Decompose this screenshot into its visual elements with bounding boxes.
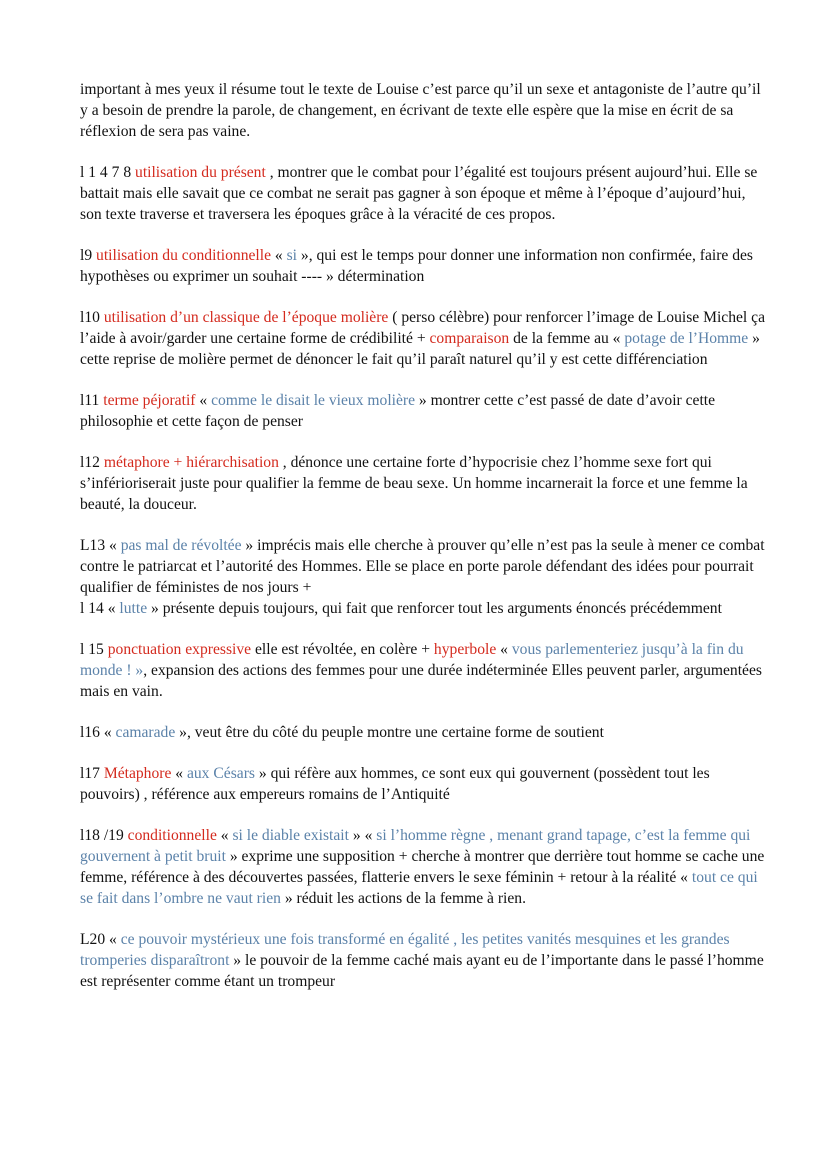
analysis-paragraph — [80, 825, 768, 909]
figure-of-speech-label: conditionnelle — [127, 827, 217, 844]
quoted-excerpt: aux Césars — [186, 765, 255, 782]
commentary-text: » réduit les actions de la femme à rien. — [280, 890, 526, 907]
analysis-paragraph — [80, 307, 768, 370]
commentary-text: L13 « — [80, 537, 121, 554]
quoted-excerpt: vous parlementeriez jusqu’à la fin du monde ! » — [80, 641, 744, 679]
document-body — [80, 79, 768, 992]
quoted-excerpt: si le diable existait — [232, 827, 349, 844]
commentary-text: « — [496, 641, 512, 658]
figure-of-speech-label: ponctuation expressive — [107, 641, 252, 658]
figure-of-speech-label: utilisation d’un classique de l’époque molière — [103, 309, 389, 326]
commentary-text: L20 « — [80, 931, 121, 948]
quoted-excerpt: si l’homme règne , menant grand tapage, c’est la femme qui gouvernent à petit bruit — [80, 827, 751, 865]
commentary-text: , dénonce une certaine forte d’hypocrisie chez l’homme sexe fort qui s’inférioriserait juste pour qualifier la femme de beau sexe. Un homme incarnerait la force et une femme la beauté, la douceur. — [80, 454, 748, 513]
commentary-text: l 1 4 7 8 — [80, 164, 136, 181]
figure-of-speech-label: terme péjoratif — [103, 392, 196, 409]
quoted-excerpt: comme le disait le vieux molière — [211, 392, 416, 409]
commentary-text: l9 — [80, 247, 97, 264]
figure-of-speech-label: métaphore + hiérarchisation — [103, 454, 279, 471]
commentary-text: ( perso célèbre) pour renforcer l’image de Louise Michel ça l’aide à avoir/garder une certaine forme de crédibilité + — [80, 309, 766, 347]
analysis-paragraph — [80, 452, 768, 515]
commentary-text: de la femme au « — [509, 330, 625, 347]
commentary-text: l 15 — [80, 641, 108, 658]
figure-of-speech-label: utilisation du conditionnelle — [96, 247, 272, 264]
analysis-paragraph — [80, 79, 768, 142]
commentary-text: l16 « — [80, 724, 116, 741]
analysis-paragraph — [80, 639, 768, 702]
commentary-text: » imprécis mais elle cherche à prouver qu’elle n’est pas la seule à mener ce combat contre le patriarcat et l’autorité des Hommes. Elle se place en porte parole défendant des idées pour pourrait qualifier de féministes de nos jours + — [80, 537, 765, 596]
commentary-text: l12 — [80, 454, 104, 471]
analysis-paragraph — [80, 245, 768, 287]
quoted-excerpt: lutte — [119, 600, 148, 617]
figure-of-speech-label: comparaison — [429, 330, 510, 347]
analysis-paragraph — [80, 162, 768, 225]
quoted-excerpt: si — [286, 247, 298, 264]
quoted-excerpt: camarade — [115, 724, 176, 741]
commentary-text: important à mes yeux il résume tout le texte de Louise c’est parce qu’il un sexe et antagoniste de l’autre qu’il y a besoin de prendre la parole, de changement, en écrivant de texte elle espère que la mise en écrit de sa réflexion de sera pas vaine. — [80, 81, 761, 140]
commentary-text: » exprime une supposition + cherche à montrer que derrière tout homme se cache une femme, référence à des découvertes passées, flatterie envers le sexe féminin + retour à la réalité « — [80, 848, 765, 886]
commentary-text: « — [271, 247, 287, 264]
commentary-text: » qui réfère aux hommes, ce sont eux qui gouvernent (possèdent tout les pouvoirs) , référence aux empereurs romains de l’Antiquité — [80, 765, 710, 803]
commentary-text: » le pouvoir de la femme caché mais ayant eu de l’importante dans le passé l’homme est représenter comme étant un trompeur — [80, 952, 764, 990]
commentary-text: l 14 « — [80, 600, 120, 617]
figure-of-speech-label: hyperbole — [433, 641, 497, 658]
commentary-text: l17 — [80, 765, 104, 782]
figure-of-speech-label: utilisation du présent — [135, 164, 266, 181]
analysis-paragraph — [80, 722, 768, 743]
quoted-excerpt: pas mal de révoltée — [120, 537, 242, 554]
commentary-text: » montrer cette c’est passé de date d’avoir cette philosophie et cette façon de penser — [80, 392, 716, 430]
commentary-text: » « — [348, 827, 377, 844]
figure-of-speech-label: Métaphore — [103, 765, 172, 782]
commentary-text: » cette reprise de molière permet de dénoncer le fait qu’il paraît naturel qu’il y est cette différenciation — [80, 330, 760, 368]
commentary-text: « — [216, 827, 233, 844]
commentary-text: , montrer que le combat pour l’égalité est toujours présent aujourd’hui. Elle se battait mais elle savait que ce combat ne serait pas gagner à son époque et même à l’époque d’aujourd’hui, son texte traverse et traversera les époques grâce à la véracité de ces propos. — [80, 164, 758, 223]
commentary-text: l11 — [80, 392, 104, 409]
commentary-text: l10 — [80, 309, 104, 326]
commentary-text: » présente depuis toujours, qui fait que renforcer tout les arguments énoncés précédemment — [147, 600, 722, 617]
quoted-excerpt: ce pouvoir mystérieux une fois transformé en égalité , les petites vanités mesquines et les grandes tromperies disparaîtront — [80, 931, 730, 969]
commentary-text: « — [195, 392, 212, 409]
analysis-paragraph — [80, 763, 768, 805]
commentary-text: elle est révoltée, en colère + — [251, 641, 434, 658]
commentary-text: », veut être du côté du peuple montre une certaine forme de soutient — [175, 724, 604, 741]
commentary-text: « — [171, 765, 187, 782]
analysis-paragraph — [80, 390, 768, 432]
quoted-excerpt: potage de l’Homme — [624, 330, 749, 347]
commentary-text: », qui est le temps pour donner une information non confirmée, faire des hypothèses ou exprimer un souhait ---- » détermination — [80, 247, 754, 285]
commentary-text: , expansion des actions des femmes pour une durée indéterminée Elles peuvent parler, argumentées mais en vain. — [80, 662, 762, 700]
commentary-text: l18 /19 — [80, 827, 128, 844]
analysis-paragraph — [80, 535, 768, 619]
quoted-excerpt: tout ce qui se fait dans l’ombre ne vaut rien — [80, 869, 758, 907]
analysis-paragraph — [80, 929, 768, 992]
